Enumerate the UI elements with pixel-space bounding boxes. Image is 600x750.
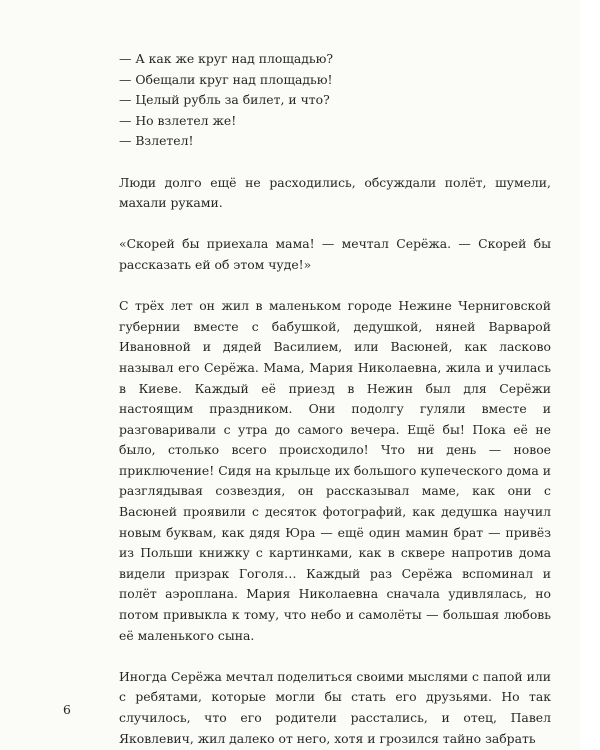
dialogue-line: — Целый рубль за билет, и что? <box>119 92 330 108</box>
text-line: рассказать ей об этом чуде!» <box>119 256 312 272</box>
paragraph-mama <box>119 234 551 275</box>
page-number: 6 <box>63 702 71 717</box>
dialogue-line: — А как же круг над площадью? <box>119 51 334 66</box>
text-line: Люди долго ещё не расходились, обсуждали полёт, шумели, <box>119 174 551 190</box>
dialogue-block <box>119 49 551 152</box>
page-edge <box>580 0 600 750</box>
text-line: махали руками. <box>119 195 223 211</box>
dialogue-line: — Но взлетел же! <box>119 112 237 128</box>
page-text <box>119 49 551 749</box>
dialogue-line: — Обещали круг над площадью! <box>119 71 333 87</box>
dialogue-line: — Взлетел! <box>119 133 194 149</box>
paragraph-father: Иногда Серёжа мечтал поделиться своими мыслями с папой или с ребятами, которые могли бы стать его друзьями. Но так случилось, что его родители расстались, и отец, Павел Яковлевич, жил далеко от него, хотя и грозился тайно забрать <box>119 668 551 746</box>
paragraph-nezhin: С трёх лет он жил в маленьком городе Нежине Черниговской губернии вместе с бабушкой, дедушкой, няней Варварой Ивановной и дядей Василием, или Васюней, как ласково называл его Серёжа. Мама, Мария Николаевна, жила и училась в Киеве. Каждый её приезд в Нежин был для Серёжи настоящим праздником. Они подолгу гуляли вместе и разговаривали с утра до самого вечера. Ещё бы! Пока её не было, столько всего происходило! Что ни день — новое приключение! Сидя на крыльце их большого купеческого дома и разглядывая созвездия, он рассказывал маме, как они с Васюней проявили с десяток фотографий, как дедушка научил новым буквам, как дядя Юра — ещё один мамин брат — привёз из Польши книжку с картинками, как в сквере напротив дома видели призрак Гоголя… Каждый раз Серёжа вспоминал и полёт аэроплана. Мария Николаевна сначала удивлялась, но потом привыкла к тому, что небо и самолёты — большая любовь её маленького сына. <box>119 298 551 643</box>
text-line: «Скорей бы приехала мама! — мечтал Серёжа. — Скорей бы <box>119 236 551 252</box>
paragraph-crowd <box>119 173 551 214</box>
